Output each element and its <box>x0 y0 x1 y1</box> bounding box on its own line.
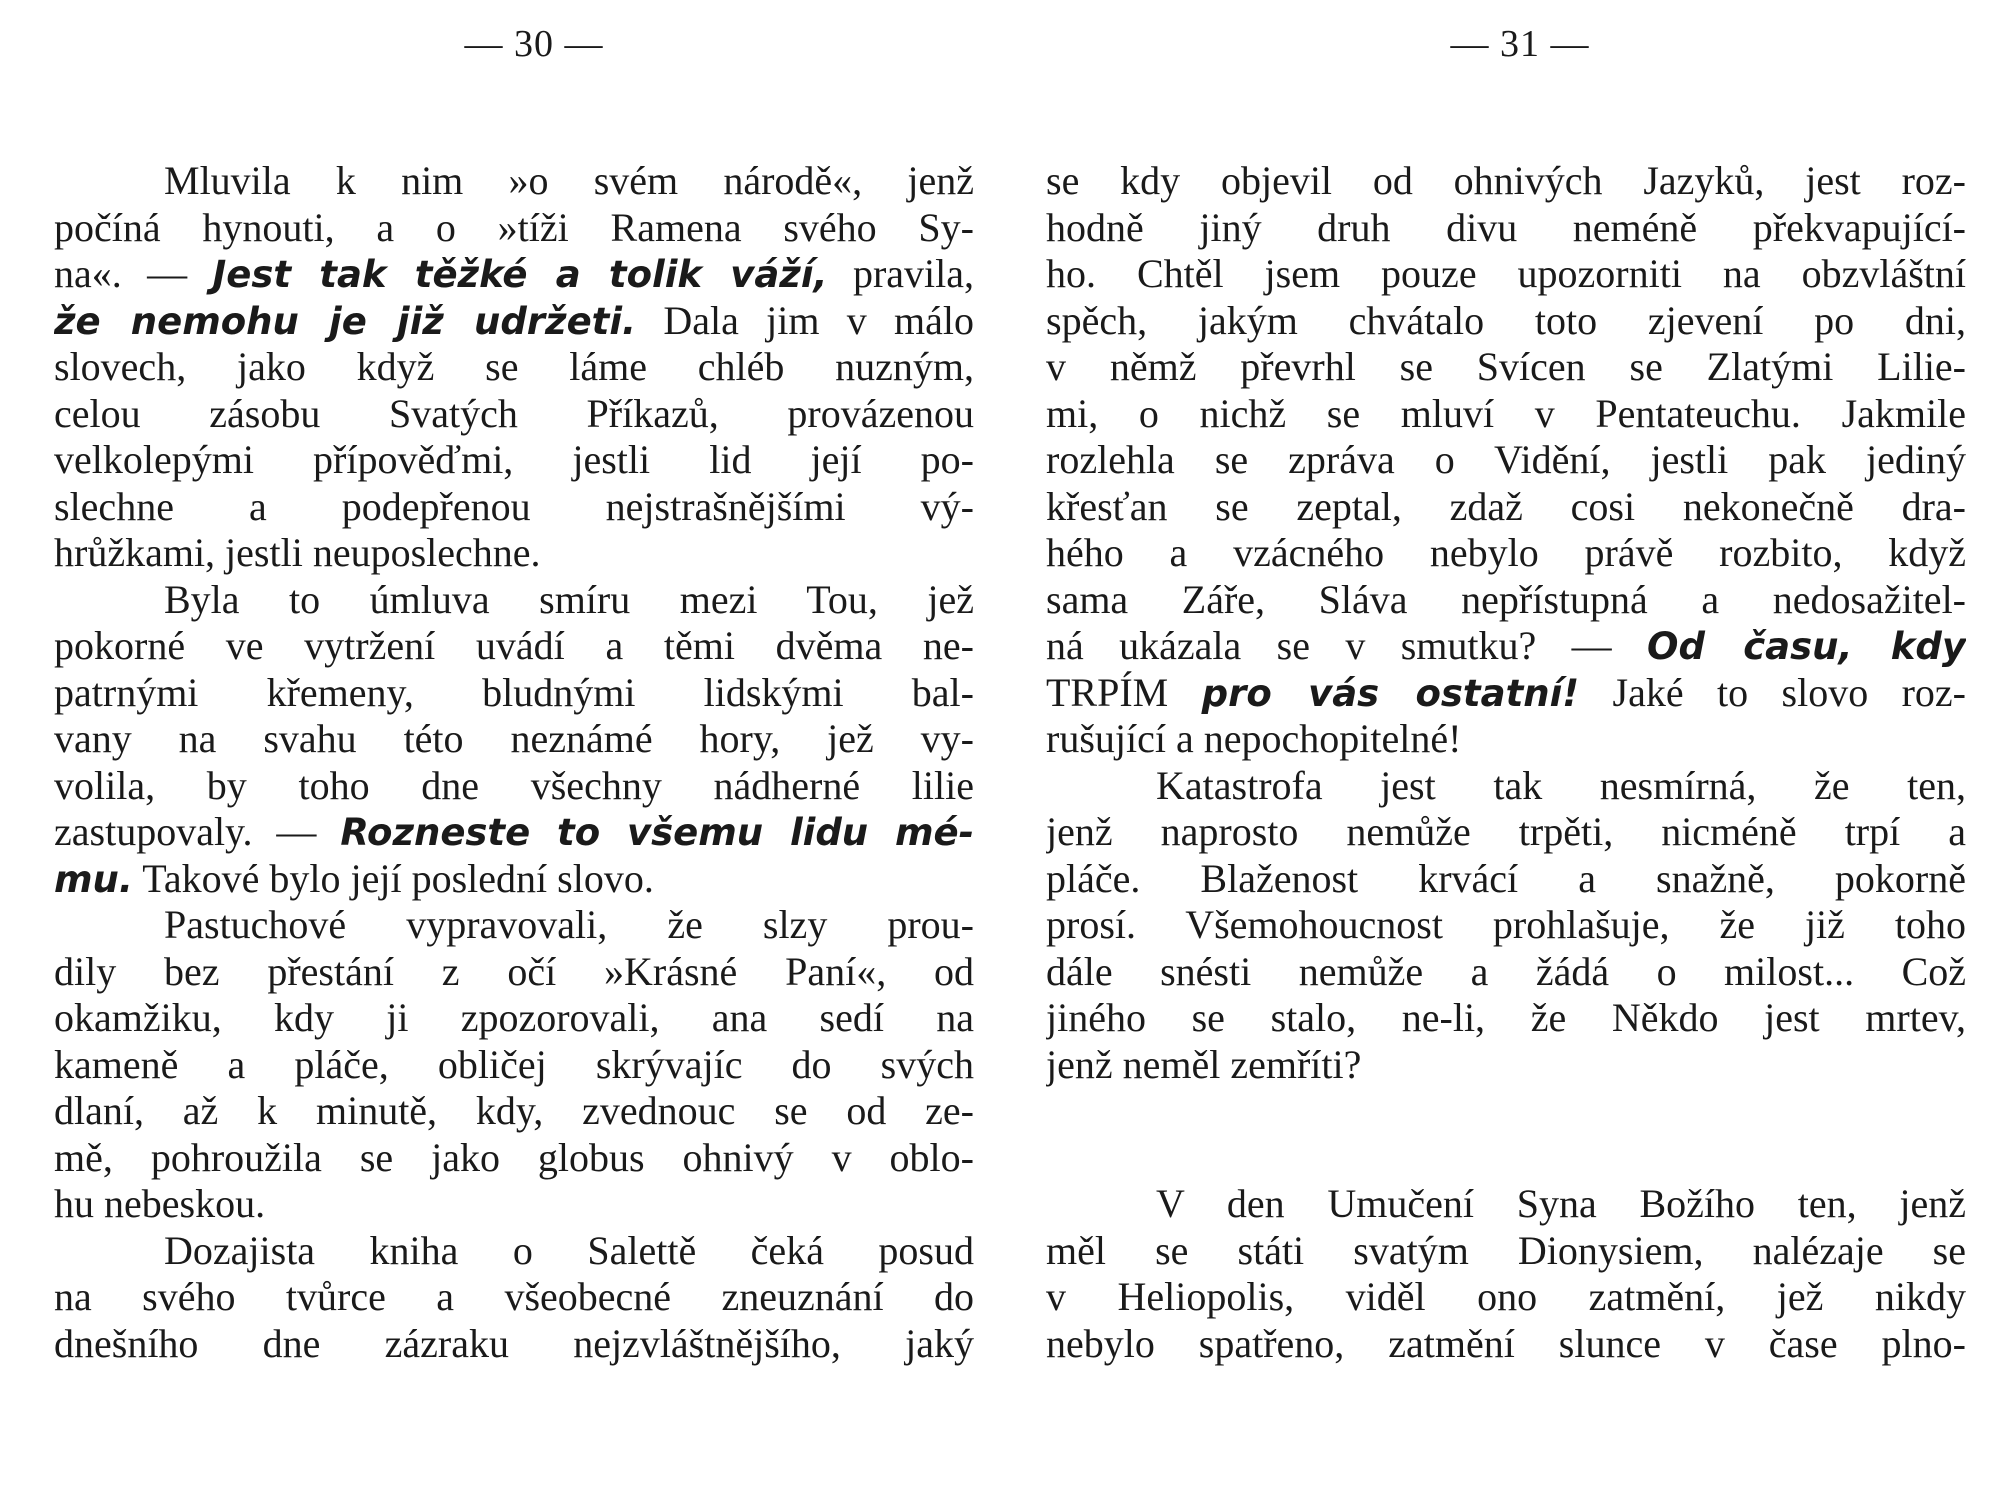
text-span: Dala jim v málo <box>636 297 974 343</box>
left-page-text <box>54 158 974 1367</box>
text-span: velkolepými přípověďmi, jestli lid její po- <box>54 437 974 482</box>
text-span: jiného se stalo, ne-li, že Někdo jest mrtev, <box>1046 995 1966 1040</box>
text-span: křesťan se zeptal, zdaž cosi nekonečně dra- <box>1046 483 1966 529</box>
text-span: slovech, jako když se láme chléb nuzným, <box>54 344 974 389</box>
text-line <box>54 437 974 484</box>
text-span: se kdy objevil od ohnivých Jazyků, jest roz- <box>1046 158 1966 203</box>
text-line <box>1046 995 1966 1042</box>
text-line <box>54 391 974 438</box>
text-line <box>54 298 974 345</box>
text-line <box>54 856 974 903</box>
text-line <box>54 902 974 949</box>
left-page <box>54 0 974 1500</box>
emphasis-span: Jest tak těžké a tolik váží, <box>212 253 828 296</box>
text-span: nebylo spatřeno, zatmění slunce v čase plno- <box>1046 1320 1966 1366</box>
text-line <box>1046 344 1966 391</box>
text-line <box>1046 298 1966 345</box>
text-line <box>54 158 974 205</box>
text-span: Pastuchové vypravovali, že slzy prou- <box>164 902 974 947</box>
text-span: měl se státi svatým Dionysiem, nalézaje se <box>1046 1227 1966 1273</box>
text-line <box>1046 484 1966 531</box>
text-line <box>1046 856 1966 903</box>
section-break <box>1046 1088 1966 1181</box>
emphasis-span: pro vás ostatní! <box>1201 671 1580 715</box>
page-number-left: — 30 — <box>464 23 604 65</box>
text-span: rušující a nepochopitelné! <box>1046 716 1462 761</box>
emphasis-span: Od času, kdy <box>1647 625 1966 668</box>
text-line <box>54 716 974 763</box>
text-span: Jaké to slovo roz- <box>1579 669 1966 715</box>
text-line <box>1046 763 1966 810</box>
text-line <box>1046 902 1966 949</box>
text-span: vany na svahu této neznámé hory, jež vy- <box>54 716 974 761</box>
text-line <box>54 670 974 717</box>
text-line <box>54 1228 974 1275</box>
text-line <box>54 484 974 531</box>
text-span: prosí. Všemohoucnost prohlašuje, že již toho <box>1046 902 1966 947</box>
text-span: spěch, jakým chvátalo toto zjevení po dni, <box>1046 297 1966 343</box>
text-span: na svého tvůrce a všeobecné zneuznání do <box>54 1274 974 1319</box>
text-span: kameně a pláče, obličej skrývajíc do svých <box>54 1041 974 1087</box>
text-span: v němž převrhl se Svícen se Zlatými Lilie- <box>1046 344 1966 389</box>
text-line <box>1046 1181 1966 1228</box>
text-line <box>1046 1228 1966 1275</box>
text-span: okamžiku, kdy ji zpozorovali, ana sedí na <box>54 995 974 1040</box>
text-span: pravila, <box>827 251 974 296</box>
emphasis-span: Rozneste to všemu lidu mé- <box>340 811 974 854</box>
text-span: počíná hynouti, a o »tíži Ramena svého Sy- <box>54 204 974 250</box>
text-line <box>1046 1042 1966 1089</box>
text-span: celou zásobu Svatých Příkazů, provázenou <box>54 390 974 436</box>
text-line <box>1046 716 1966 763</box>
text-line <box>54 1274 974 1321</box>
right-page <box>1046 0 1966 1500</box>
text-line <box>54 1181 974 1228</box>
text-line <box>54 205 974 252</box>
text-span: pláče. Blaženost krvácí a snažně, pokorně <box>1046 855 1966 901</box>
text-span: Dozajista kniha o Salettě čeká posud <box>164 1227 974 1273</box>
text-line <box>1046 623 1966 670</box>
text-span: volila, by toho dne všechny nádherné lilie <box>54 762 974 808</box>
text-line <box>1046 577 1966 624</box>
text-span: jenž neměl zemříti? <box>1046 1041 1362 1087</box>
text-span: dále snésti nemůže a žádá o milost... Což <box>1046 948 1966 994</box>
text-span: ná ukázala se v smutku? — <box>1046 623 1648 668</box>
text-line <box>54 344 974 391</box>
text-line <box>54 809 974 856</box>
text-span: Takové bylo její poslední slovo. <box>132 855 654 901</box>
text-line <box>1046 809 1966 856</box>
text-span: hu nebeskou. <box>54 1181 266 1226</box>
text-span: TRPÍM <box>1046 669 1202 715</box>
text-line <box>1046 251 1966 298</box>
text-line <box>54 577 974 624</box>
text-line <box>1046 437 1966 484</box>
page-number-right: — 31 — <box>1450 23 1590 65</box>
text-line <box>54 763 974 810</box>
text-span: jenž naprosto nemůže trpěti, nicméně trpí a <box>1046 809 1966 854</box>
text-span: dlaní, až k minutě, kdy, zvednouc se od ze- <box>54 1088 974 1133</box>
emphasis-span: mu. <box>54 857 133 901</box>
text-line <box>1046 158 1966 205</box>
text-span: Katastrofa jest tak nesmírná, že ten, <box>1156 762 1966 808</box>
text-span: Byla to úmluva smíru mezi Tou, jež <box>164 576 974 622</box>
text-span: hrůžkami, jestli neuposlechne. <box>54 530 541 575</box>
text-span: sama Záře, Sláva nepřístupná a nedosažitel- <box>1046 576 1966 622</box>
text-span: V den Umučení Syna Božího ten, jenž <box>1156 1181 1966 1226</box>
text-span: patrnými křemeny, bludnými lidskými bal- <box>54 669 974 715</box>
text-line <box>54 1135 974 1182</box>
text-span: slechne a podepřenou nejstrašnějšími vý- <box>54 483 974 529</box>
text-line <box>54 251 974 298</box>
text-line <box>54 623 974 670</box>
text-span: dnešního dne zázraku nejzvláštnějšího, jaký <box>54 1320 974 1366</box>
text-span: mi, o nichž se mluví v Pentateuchu. Jakmile <box>1046 390 1966 436</box>
text-span: dily bez přestání z očí »Krásné Paní«, od <box>54 948 974 994</box>
text-span: na«. — <box>54 251 213 296</box>
text-line <box>1046 391 1966 438</box>
text-span: pokorné ve vytržení uvádí a těmi dvěma ne- <box>54 623 974 668</box>
text-span: ho. Chtěl jsem pouze upozorniti na obzvláštní <box>1046 251 1966 296</box>
text-line <box>1046 949 1966 996</box>
text-span: hého a vzácného nebylo právě rozbito, když <box>1046 530 1966 575</box>
text-line <box>54 1088 974 1135</box>
text-span: mě, pohroužila se jako globus ohnivý v oblo- <box>54 1134 974 1180</box>
text-line <box>1046 205 1966 252</box>
text-line <box>54 949 974 996</box>
text-span: v Heliopolis, viděl ono zatmění, jež nikdy <box>1046 1274 1966 1319</box>
text-line <box>54 1321 974 1368</box>
text-line <box>1046 670 1966 717</box>
text-span: zastupovaly. — <box>54 809 341 854</box>
text-line <box>1046 1321 1966 1368</box>
text-line <box>1046 1274 1966 1321</box>
text-span: rozlehla se zpráva o Vidění, jestli pak jediný <box>1046 437 1966 482</box>
text-line <box>1046 530 1966 577</box>
text-span: Mluvila k nim »o svém národě«, jenž <box>164 158 974 203</box>
right-page-text <box>1046 158 1966 1367</box>
text-span: hodně jiný druh divu neméně překvapující- <box>1046 204 1966 250</box>
text-line <box>54 1042 974 1089</box>
text-line <box>54 530 974 577</box>
emphasis-span: že nemohu je již udržeti. <box>54 299 637 343</box>
text-line <box>54 995 974 1042</box>
